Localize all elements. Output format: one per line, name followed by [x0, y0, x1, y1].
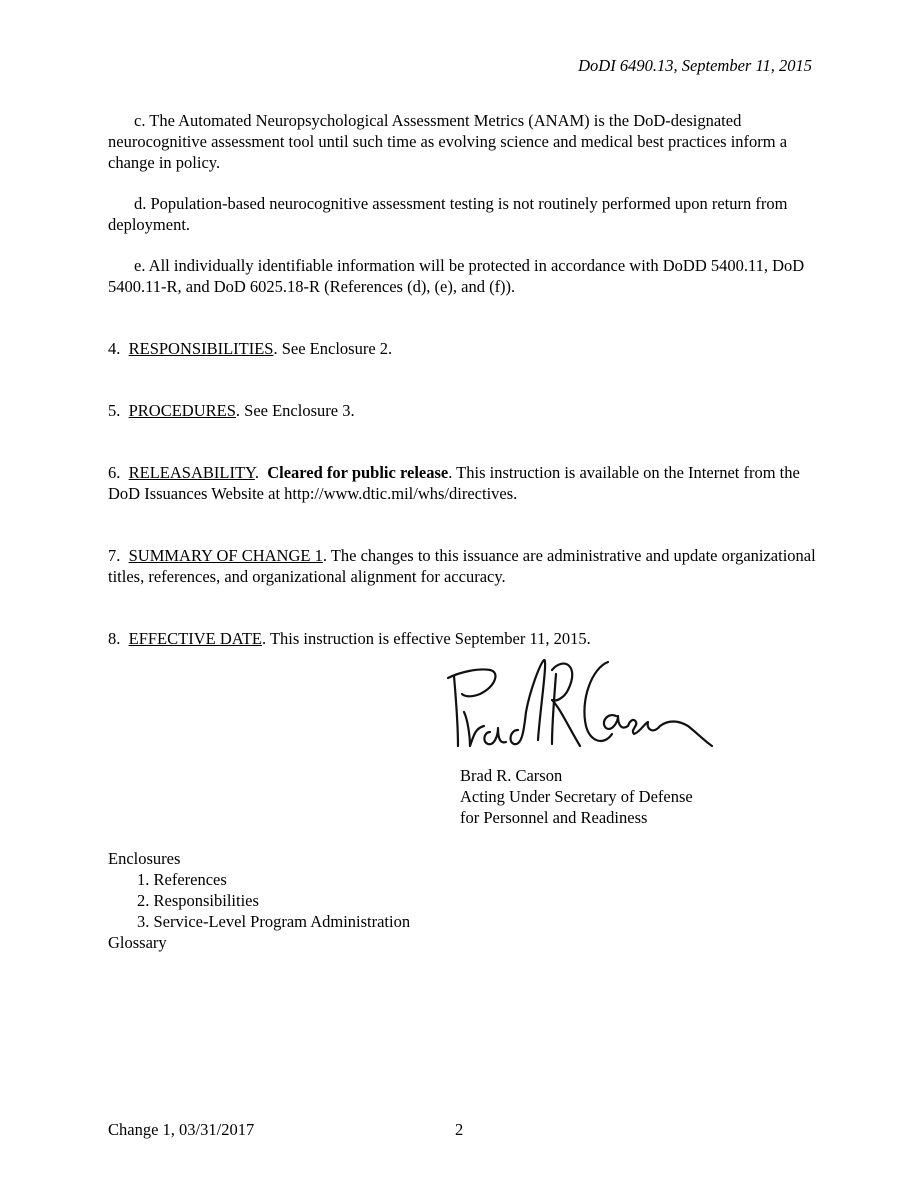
- section-text: . See Enclosure 3.: [235, 401, 355, 420]
- section-number: 5.: [108, 401, 121, 420]
- paragraph-d: d. Population-based neurocognitive assessment testing is not routinely performed upon return from deployment.: [108, 194, 788, 234]
- paragraph-e: e. All individually identifiable information will be protected in accordance with DoDD 5400.11, DoD 5400.11-R, and DoD 6025.18-R (References (d), (e), and (f)).: [108, 256, 805, 296]
- enclosure-item: 1. References: [137, 870, 227, 889]
- section-text: . See Enclosure 2.: [273, 339, 393, 358]
- section-number: 7.: [108, 546, 121, 565]
- page-number: 2: [455, 1120, 464, 1139]
- section-number: 8.: [108, 629, 121, 648]
- section-separator: .: [254, 463, 268, 482]
- signature-block: [460, 765, 693, 828]
- signature-image: [440, 650, 720, 760]
- enclosures-heading: Enclosures: [108, 849, 181, 868]
- enclosure-item: 2. Responsibilities: [137, 891, 259, 910]
- signatory-title: Acting Under Secretary of Defense: [460, 787, 693, 806]
- section-procedures: [108, 400, 828, 421]
- signatory-name: Brad R. Carson: [460, 766, 563, 785]
- section-effective-date: [108, 628, 828, 649]
- section-title: PROCEDURES: [128, 401, 236, 420]
- section-text: . This instruction is effective September 11, 2015.: [262, 629, 591, 648]
- paragraph-c: c. The Automated Neuropsychological Assessment Metrics (ANAM) is the DoD-designated neurocognitive assessment tool until such time as evolving science and medical best practices inform a change in policy.: [108, 111, 788, 172]
- glossary-entry: Glossary: [108, 933, 167, 952]
- enclosures-list: [108, 848, 410, 953]
- section-title: EFFECTIVE DATE: [128, 629, 262, 648]
- section-releasability: [108, 462, 828, 504]
- signatory-title-line-2: for Personnel and Readiness: [460, 808, 648, 827]
- public-release-notice: Cleared for public release: [267, 463, 449, 482]
- section-title: RELEASABILITY: [128, 463, 255, 482]
- section-text: . This instruction is available on the Internet from the DoD Issuances Website at http://www.dtic.mil/whs/directives.: [108, 463, 800, 503]
- enclosure-item: 3. Service-Level Program Administration: [137, 912, 411, 931]
- section-responsibilities: [108, 338, 828, 359]
- section-title: SUMMARY OF CHANGE 1: [128, 546, 323, 565]
- section-title: RESPONSIBILITIES: [128, 339, 274, 358]
- change-footer: Change 1, 03/31/2017: [108, 1120, 255, 1139]
- document-reference-header: DoDI 6490.13, September 11, 2015: [578, 56, 812, 75]
- section-number: 4.: [108, 339, 121, 358]
- section-summary-of-change: [108, 545, 828, 587]
- section-number: 6.: [108, 463, 121, 482]
- section-text: . The changes to this issuance are administrative and update organizational titles, references, and organizational alignment for accuracy.: [108, 546, 816, 586]
